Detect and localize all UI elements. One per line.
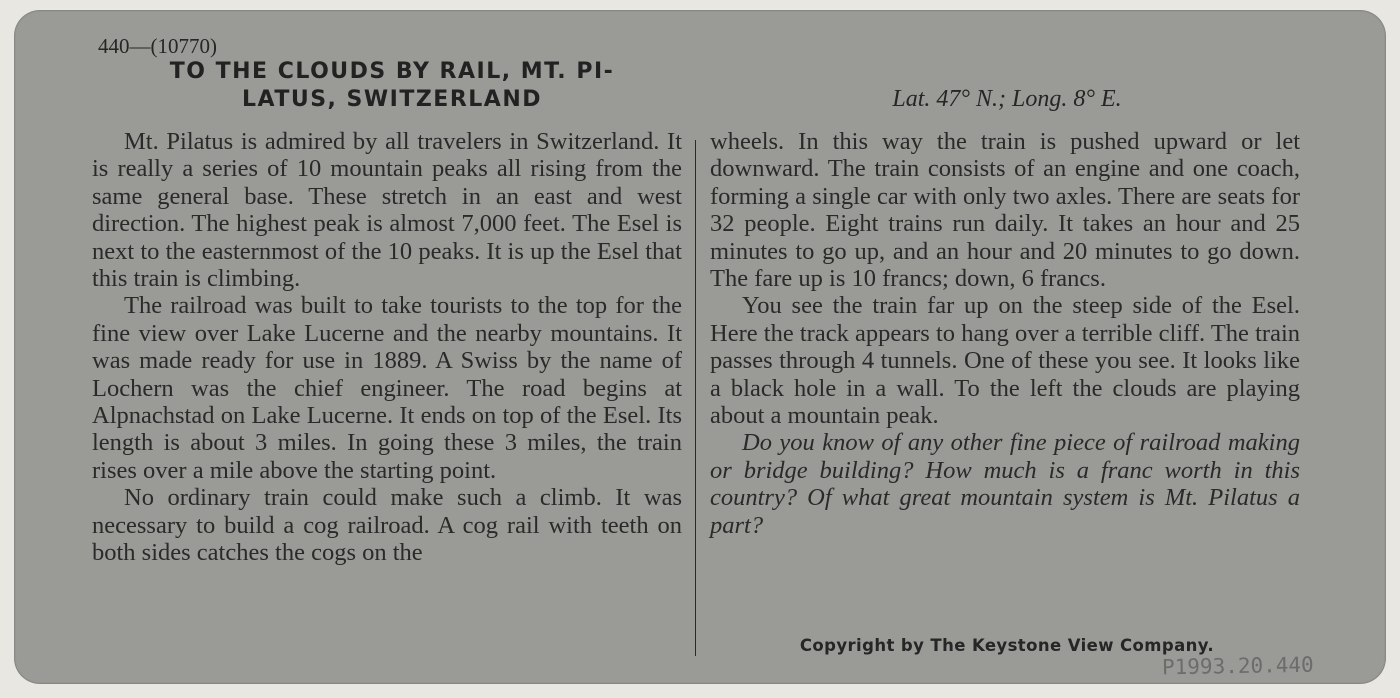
paragraph: No ordinary train could make such a climb. It was necessary to build a cog railroad. A cog rail with teeth on both sides catches the cogs on the <box>92 484 682 567</box>
paragraph: Mt. Pilatus is admired by all travelers in Switzerland. It is really a series of 10 mountain peaks all rising from the same general base. These stretch in an east and west direction. The highest peak is almost 7,000 feet. The Esel is next to the easternmost of the 10 peaks. It is up the Esel that this train is climbing. <box>92 128 682 293</box>
card-number: 440—(10770) <box>98 34 217 58</box>
catalog-number: P1993.20.440 <box>1161 652 1314 680</box>
column-divider <box>695 140 696 656</box>
lat-long: Lat. 47° N.; Long. 8° E. <box>892 86 1122 112</box>
paragraph: You see the train far up on the steep side of the Esel. Here the track appears to hang over a terrible cliff. The train passes through 4 tunnels. One of these you see. It looks like a black hole in a wall. To the left the clouds are playing about a mountain peak. <box>710 292 1300 430</box>
study-question: Do you know of any other fine piece of railroad making or bridge building? How much is a franc worth in this country? Of what great mountain system is Mt. Pilatus a part? <box>710 429 1300 539</box>
right-column <box>710 128 1300 539</box>
paragraph: The railroad was built to take tourists to the top for the fine view over Lake Lucerne and the nearby mountains. It was made ready for use in 1889. A Swiss by the name of Lochern was the chief engineer. The road begins at Alpnachstad on Lake Lucerne. It ends on top of the Esel. Its length is about 3 miles. In going these 3 miles, the train rises over a mile above the starting point. <box>92 292 682 484</box>
card-title <box>84 58 700 114</box>
copyright-line: Copyright by The Keystone View Company. <box>799 636 1215 655</box>
left-column <box>92 128 682 567</box>
paragraph: wheels. In this way the train is pushed upward or let downward. The train consists of an engine and one coach, forming a single car with only two axles. There are seats for 32 people. Eight trains run daily. It takes an hour and 25 minutes to go up, and an hour and 20 minutes to go down. The fare up is 10 francs; down, 6 francs. <box>710 128 1300 293</box>
title-line-2: LATUS, SWITZERLAND <box>241 87 542 112</box>
title-line-1: TO THE CLOUDS BY RAIL, MT. PI- <box>169 59 615 84</box>
